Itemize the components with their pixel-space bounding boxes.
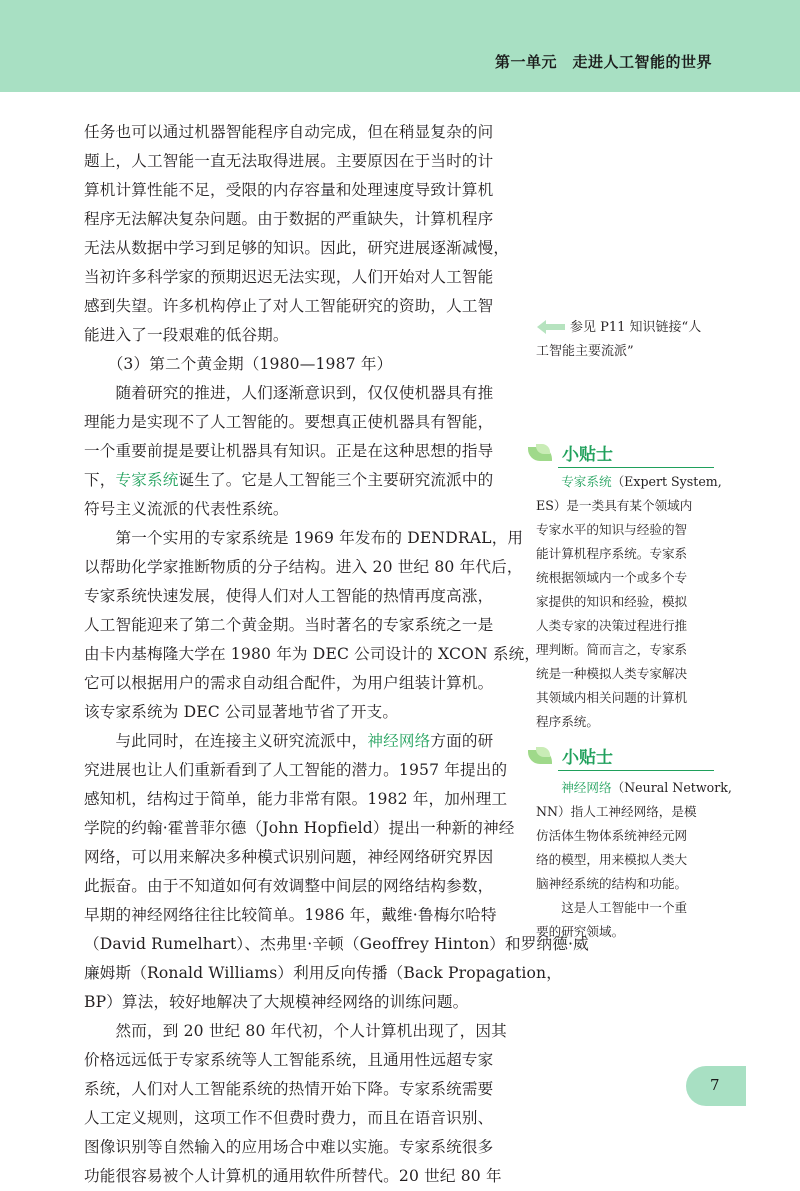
text-line <box>84 1162 504 1191</box>
text-span: 功能很容易被个人计算机的通用软件所替代。20 世纪 80 年 <box>84 1167 502 1185</box>
text-span: 理能力是实现不了人工智能的。要想真正使机器具有智能， <box>84 413 494 431</box>
page-number: 7 <box>710 1076 720 1094</box>
text-span: 第一个实用的专家系统是 1969 年发布的 DENDRAL，用 <box>84 529 524 547</box>
text-span: 方面的研 <box>430 732 494 750</box>
text-span: 无法从数据中学习到足够的知识。因此，研究进展逐渐减慢， <box>84 239 510 257</box>
text-line <box>84 553 523 582</box>
tip-title: 小贴士 <box>562 445 613 465</box>
text-line <box>536 494 726 518</box>
text-line <box>84 234 510 263</box>
text-span: 程序无法解决复杂问题。由于数据的严重缺失，计算机程序 <box>84 210 494 228</box>
text-span: 这是人工智能中一个重 <box>536 900 688 915</box>
text-line <box>84 1133 504 1162</box>
text-span: 价格远远低于专家系统等人工智能系统，且通用性远超专家 <box>84 1051 494 1069</box>
text-span: 究进展也让人们重新看到了人工智能的潜力。1957 年提出的 <box>84 761 508 779</box>
highlighted-term: 专家系统 <box>561 474 612 489</box>
text-line <box>84 756 508 785</box>
text-span: （Expert System, <box>611 474 722 489</box>
text-line <box>84 582 504 611</box>
text-span: 专家水平的知识与经验的智 <box>536 522 688 537</box>
text-span: NN）指人工神经网络，是模 <box>536 804 697 819</box>
text-span: 能进入了一段艰难的低谷期。 <box>84 326 289 344</box>
text-span: 由卡内基梅隆大学在 1980 年为 DEC 公司设计的 XCON 系统， <box>84 645 541 663</box>
text-span: 图像识别等自然输入的应用场合中难以实施。专家系统很多 <box>84 1138 494 1156</box>
tip-heading-1 <box>528 440 714 468</box>
text-line <box>84 727 504 756</box>
text-line <box>536 872 726 896</box>
text-span: 任务也可以通过机器智能程序自动完成，但在稍显复杂的问 <box>84 123 494 141</box>
text-line <box>536 566 726 590</box>
text-span: （3）第二个黄金期（1980—1987 年） <box>84 355 393 373</box>
text-line <box>84 669 504 698</box>
text-line <box>536 686 726 710</box>
text-line <box>536 542 726 566</box>
text-span: 仿活体生物体系统神经元网 <box>536 828 688 843</box>
tip-underline <box>558 770 714 772</box>
text-span: 人工智能迎来了第二个黄金期。当时著名的专家系统之一是 <box>84 616 494 634</box>
text-line <box>536 800 726 824</box>
header-band <box>0 0 800 92</box>
text-span: 然而，到 20 世纪 80 年代初，个人计算机出现了，因其 <box>84 1022 507 1040</box>
text-line <box>536 518 726 542</box>
text-line <box>84 408 504 437</box>
text-line <box>84 959 562 988</box>
text-span: 题上，人工智能一直无法取得进展。主要原因在于当时的计 <box>84 152 494 170</box>
text-line <box>84 437 504 466</box>
text-span: 专家系统快速发展，使得人们对人工智能的热情再度高涨， <box>84 587 494 605</box>
text-span: 它可以根据用户的需求自动组合配件，为用户组装计算机。 <box>84 674 494 692</box>
text-line <box>84 205 504 234</box>
text-span: 能计算机程序系统。专家系 <box>536 546 688 561</box>
text-span: ES）是一类具有某个领域内 <box>536 498 693 513</box>
text-line <box>84 901 504 930</box>
text-line <box>536 920 726 944</box>
text-span: 其领域内相关问题的计算机 <box>536 690 688 705</box>
text-line <box>536 662 726 686</box>
text-span: 算机计算性能不足，受限的内存容量和处理速度导致计算机 <box>84 181 494 199</box>
text-span: 统是一种模拟人类专家解决 <box>536 666 688 681</box>
text-span <box>536 780 561 795</box>
text-span <box>536 474 561 489</box>
text-span: 家提供的知识和经验，模拟 <box>536 594 688 609</box>
text-line <box>536 614 726 638</box>
tip-underline <box>558 467 714 469</box>
text-span: 程序系统。 <box>536 714 599 729</box>
text-span: （David Rumelhart）、杰弗里·辛顿（Geoffrey Hinton）和罗纳德·威 <box>84 935 589 953</box>
text-span: 感知机，结构过于简单，能力非常有限。1982 年，加州理工 <box>84 790 508 808</box>
text-span: 早期的神经网络往往比较简单。1986 年，戴维·鲁梅尔哈特 <box>84 906 497 924</box>
text-span: 与此同时，在连接主义研究流派中， <box>84 732 368 750</box>
text-span: 网络，可以用来解决多种模式识别问题，神经网络研究界因 <box>84 848 494 866</box>
text-line <box>536 896 726 920</box>
text-line <box>84 292 504 321</box>
text-span: 络的模型，用来模拟人类大 <box>536 852 688 867</box>
text-line <box>84 785 508 814</box>
text-span: BP）算法，较好地解决了大规模神经网络的训练问题。 <box>84 993 469 1011</box>
text-span: 统根据领域内一个或多个专 <box>536 570 688 585</box>
text-span: （Neural Network, <box>611 780 732 795</box>
text-line <box>84 147 504 176</box>
text-span: 人工定义规则，这项工作不但费时费力，而且在语音识别、 <box>84 1109 494 1127</box>
text-line <box>536 470 726 494</box>
text-span: 廉姆斯（Ronald Williams）利用反向传播（Back Propagation， <box>84 964 562 982</box>
unit-title: 第一单元 走进人工智能的世界 <box>494 53 712 71</box>
text-line <box>536 710 726 734</box>
text-span: 符号主义流派的代表性系统。 <box>84 500 289 518</box>
highlighted-term: 神经网络 <box>367 732 431 750</box>
text-span: 感到失望。许多机构停止了对人工智能研究的资助，人工智 <box>84 297 494 315</box>
text-span: 下， <box>84 471 116 489</box>
text-span: 要的研究领域。 <box>536 924 625 939</box>
text-span: 一个重要前提是要让机器具有知识。正是在这种思想的指导 <box>84 442 494 460</box>
side-reference-line: 参见 P11 知识链接“人 <box>570 320 702 335</box>
text-span: 人类专家的决策过程进行推 <box>536 618 688 633</box>
side-reference-note <box>536 316 736 364</box>
text-line <box>84 640 541 669</box>
text-span: 脑神经系统的结构和功能。 <box>536 876 688 891</box>
text-line <box>84 263 504 292</box>
text-line <box>84 843 504 872</box>
text-line <box>84 872 504 901</box>
side-reference-line: 工智能主要流派” <box>536 344 634 359</box>
tip-title: 小贴士 <box>562 748 613 768</box>
text-line <box>84 1075 504 1104</box>
text-line <box>84 930 589 959</box>
text-span: 随着研究的推进，人们逐渐意识到，仅仅使机器具有推 <box>84 384 494 402</box>
text-span: 该专家系统为 DEC 公司显著地节省了开支。 <box>84 703 399 721</box>
text-line <box>84 611 504 640</box>
text-line <box>84 176 504 205</box>
text-line <box>84 466 504 495</box>
text-line <box>536 590 726 614</box>
text-span: 诞生了。它是人工智能三个主要研究流派中的 <box>178 471 494 489</box>
text-span: 此振奋。由于不知道如何有效调整中间层的网络结构参数， <box>84 877 494 895</box>
text-line <box>84 698 504 727</box>
text-span: 理判断。简而言之，专家系 <box>536 642 688 657</box>
text-line <box>84 1104 504 1133</box>
text-span: 当初许多科学家的预期迟迟无法实现，人们开始对人工智能 <box>84 268 494 286</box>
text-line <box>84 814 515 843</box>
text-span: 以帮助化学家推断物质的分子结构。进入 20 世纪 80 年代后， <box>84 558 523 576</box>
text-line <box>536 824 726 848</box>
text-line <box>84 379 504 408</box>
text-line <box>84 1046 504 1075</box>
tip-heading-2 <box>528 743 714 771</box>
highlighted-term: 神经网络 <box>561 780 612 795</box>
text-line <box>536 776 732 800</box>
tip-body-neural-network <box>536 776 732 944</box>
text-line <box>84 495 504 524</box>
text-span: 学院的约翰·霍普菲尔德（John Hopfield）提出一种新的神经 <box>84 819 515 837</box>
text-line <box>84 988 504 1017</box>
text-line <box>536 638 726 662</box>
highlighted-term: 专家系统 <box>115 471 179 489</box>
text-line <box>84 350 504 379</box>
tip-body-expert-system <box>536 470 726 734</box>
text-line <box>84 321 504 350</box>
text-line <box>84 118 504 147</box>
text-line <box>84 1017 507 1046</box>
text-line <box>536 848 726 872</box>
text-line <box>84 524 524 553</box>
text-span: 系统，人们对人工智能系统的热情开始下降。专家系统需要 <box>84 1080 494 1098</box>
